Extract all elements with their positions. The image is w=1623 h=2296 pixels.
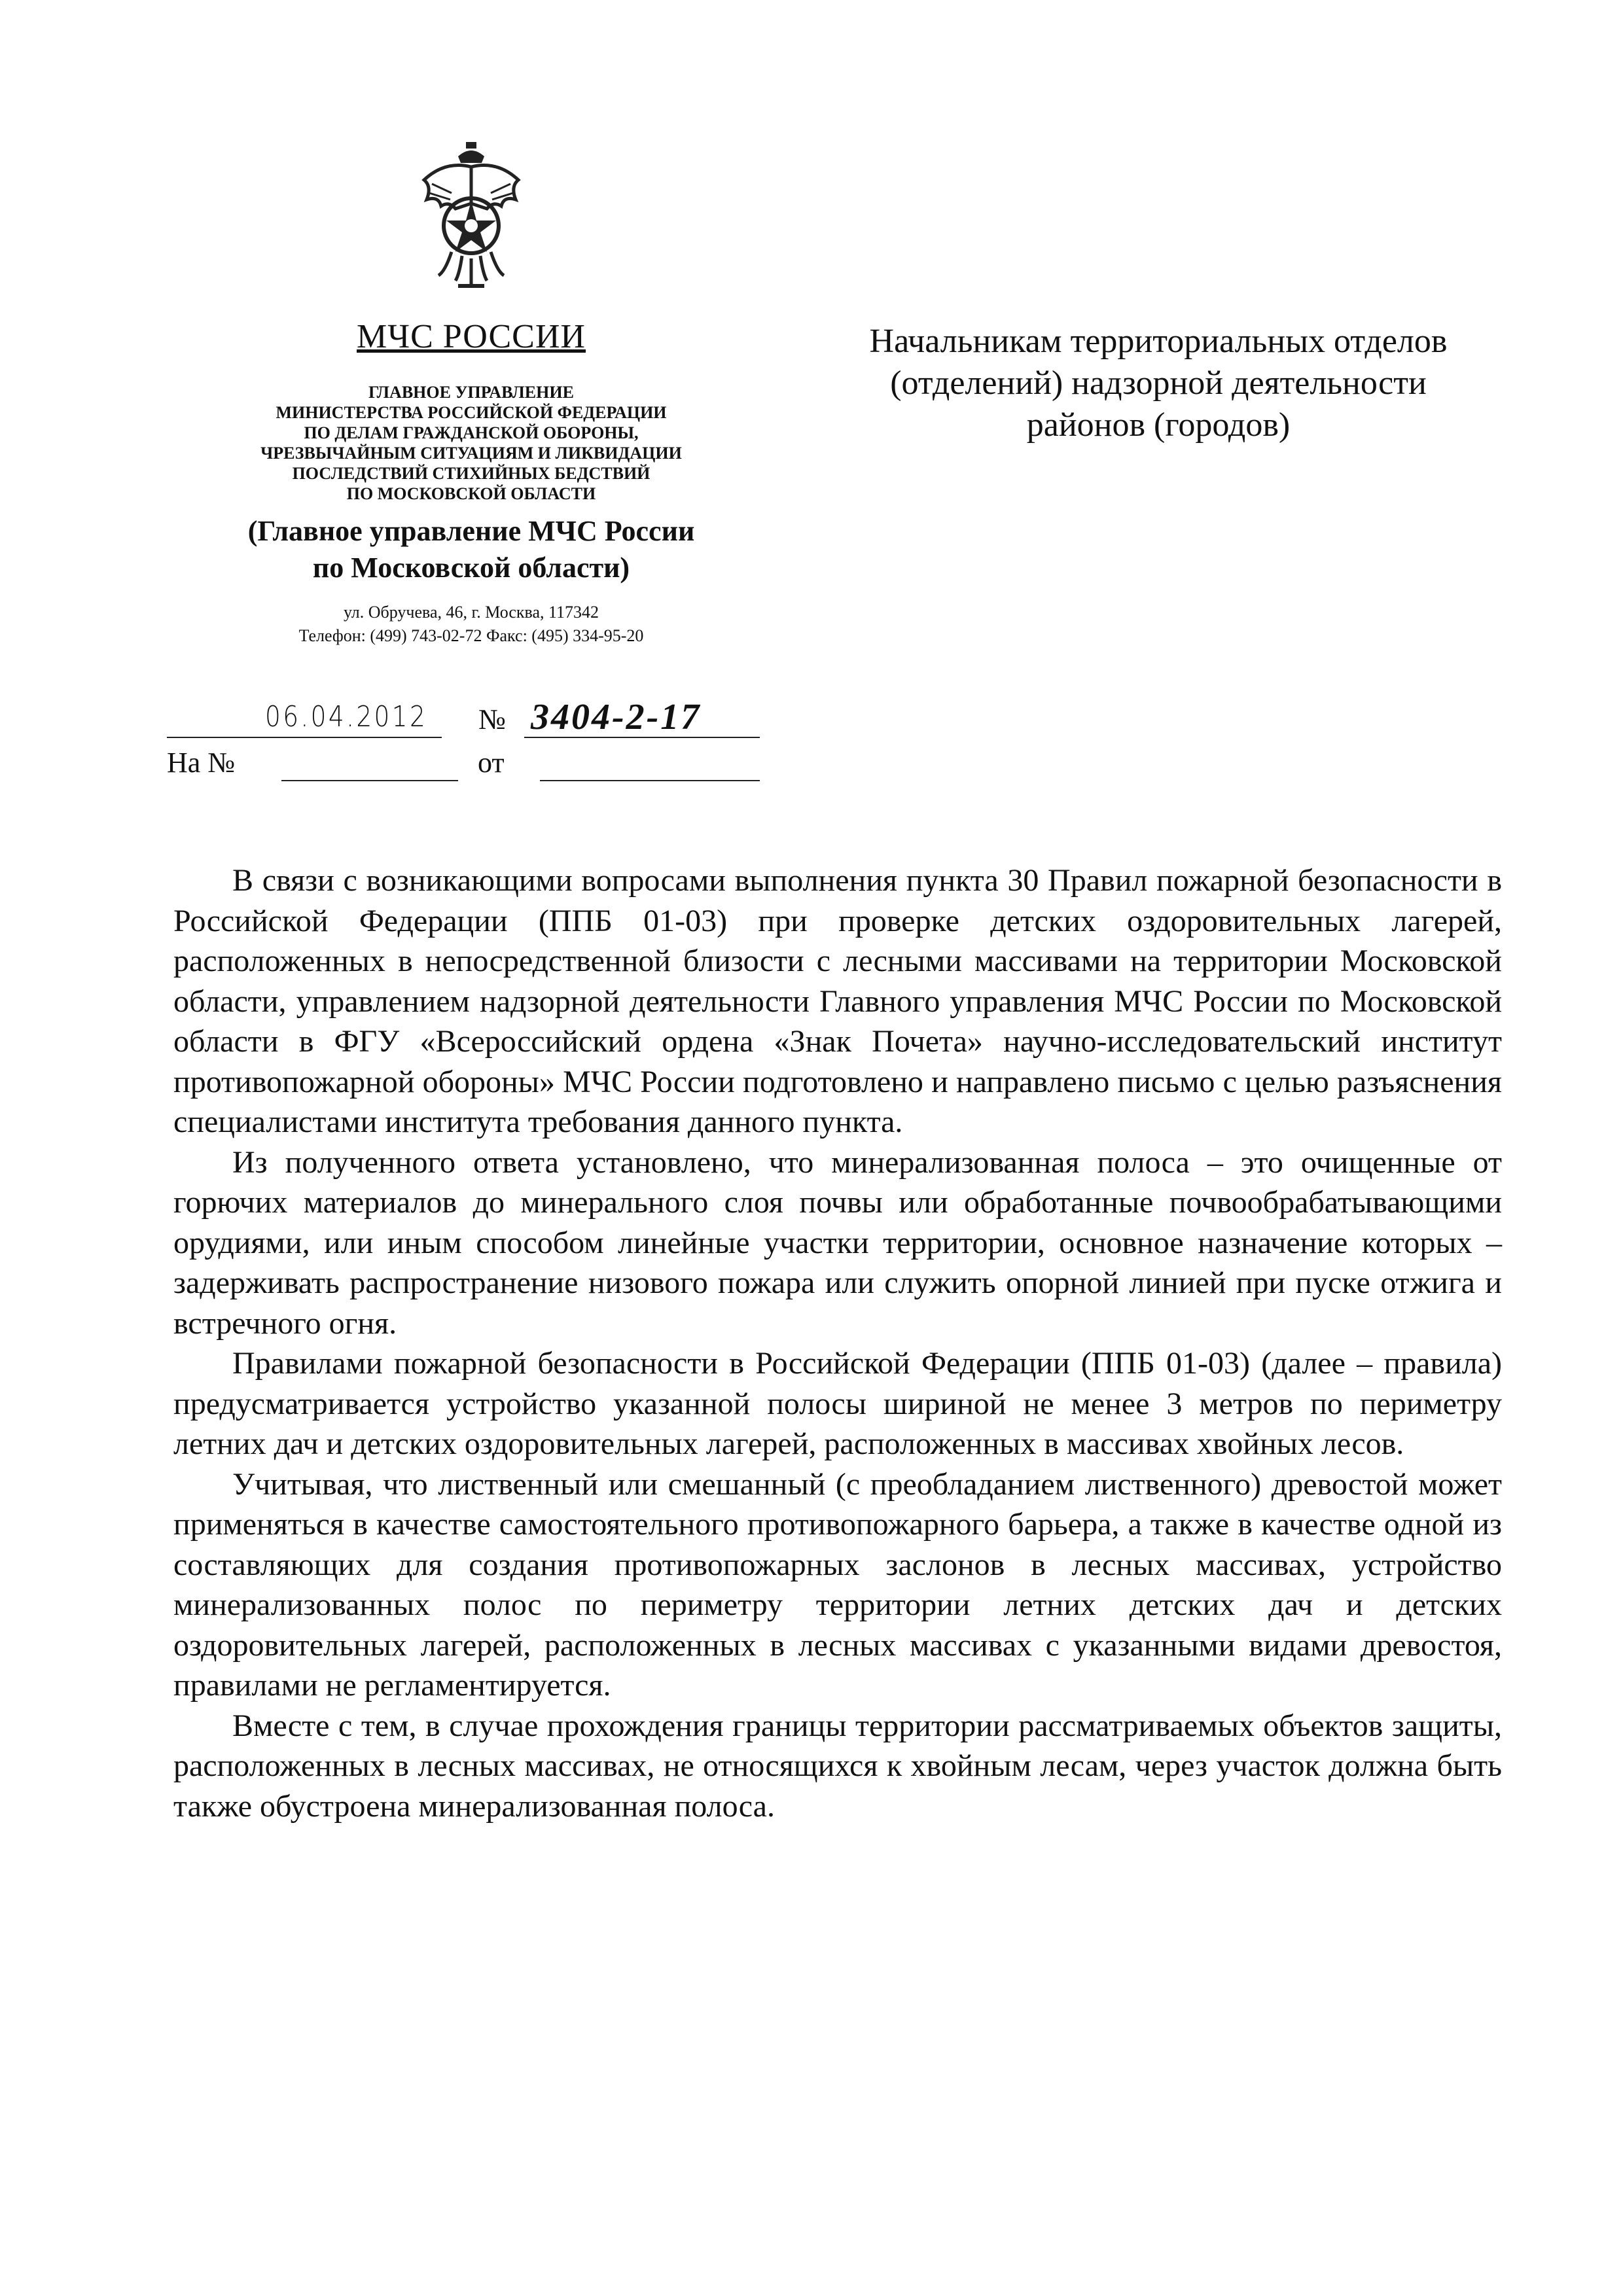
org-full-line: ЧРЕЗВЫЧАЙНЫМ СИТУАЦИЯМ И ЛИКВИДАЦИИ [260,444,682,463]
org-brief-line: (Главное управление МЧС России [247,515,695,547]
number-underline [524,737,760,738]
body-paragraph: В связи с возникающими вопросами выполнения пункта 30 Правил пожарной безопасности в Российской Федерации (ППБ 01-03) при проверке детских оздоровительных лагерей, расположенных в непосредственной близости с лесными массивами на территории Московской области, управлением надзорной деятельности Главного управления МЧС России по Московской области в ФГУ «Всероссийский ордена «Знак Почета» научно-исследовательский институт противопожарной обороны» МЧС России подготовлено и направлено письмо с целью разъяснения специалистами института требования данного пункта. [173,863,1502,1139]
address: ул. Обручева, 46, г. Москва, 117342 [343,603,599,622]
reply-to-row [167,746,756,785]
reply-to-underline [281,780,458,781]
date-underline [167,737,442,738]
contacts [151,601,792,648]
reply-to-label: На № [167,747,236,779]
from-label: от [478,747,505,779]
org-full-line: ПО ДЕЛАМ ГРАЖДАНСКОЙ ОБОРОНЫ, [304,423,639,442]
letterhead [151,141,792,648]
registration-number-label: № [478,703,506,735]
org-full-line: ПОСЛЕДСТВИЙ СТИХИЙНЫХ БЕДСТВИЙ [292,464,651,483]
body-paragraph: Учитывая, что лиственный или смешанный (с преобладанием лиственного) древостой может применяться в качестве самостоятельного противопожарного барьера, а также в качестве одной из составляющих для создания противопожарных заслонов в лесных массивах, устройство минерализованных полос по периметру территории летних детских дач и детских оздоровительных лагерей, расположенных в лесных массивах с указанными видами древостоя, правилами не регламентируется. [173,1466,1502,1703]
addressee-line: (отделений) надзорной деятельности [890,364,1427,402]
addressee-line: районов (городов) [1026,406,1291,444]
org-short-name: МЧС РОССИИ [357,318,586,355]
body-paragraph: Правилами пожарной безопасности в Российской Федерации (ППБ 01-03) (далее – правила) предусматривается устройство указанной полосы шириной не менее 3 метров по периметру летних дач и детских оздоровительных лагерей, расположенных в массивах хвойных лесов. [173,1346,1502,1461]
registration-row [167,697,756,739]
org-brief-name [151,513,792,586]
mchs-emblem-icon [412,141,530,291]
registration-date: 06.04.2012 [265,700,428,733]
phones: Телефон: (499) 743-02-72 Факс: (495) 334-95-20 [298,626,644,645]
addressee-line: Начальникам территориальных отделов [869,323,1448,360]
letter-body [173,860,1502,1826]
org-full-line: ГЛАВНОЕ УПРАВЛЕНИЕ [368,383,574,402]
org-full-line: ПО МОСКОВСКОЙ ОБЛАСТИ [346,484,596,503]
org-full-name [151,382,792,504]
org-brief-line: по Московской области) [312,552,630,584]
body-paragraph: Вместе с тем, в случае прохождения границы территории рассматриваемых объектов защиты, расположенных в лесных массивах, не относящихся к хвойным лесам, через участок должна быть также обустроена минерализованная полоса. [173,1708,1502,1824]
org-full-line: МИНИСТЕРСТВА РОССИЙСКОЙ ФЕДЕРАЦИИ [276,403,667,422]
body-paragraph: Из полученного ответа установлено, что минерализованная полоса – это очищенные от горючих материалов до минерального слоя почвы или обработанные почвообрабатывающими орудиями, или иным способом линейные участки территории, основное назначение которых – задерживать распространение низового пожара или служить опорной линией при пуске отжига и встречного огня. [173,1144,1502,1341]
from-underline [540,780,760,781]
addressee [772,321,1544,446]
registration-number: 3404-2-17 [531,697,702,737]
